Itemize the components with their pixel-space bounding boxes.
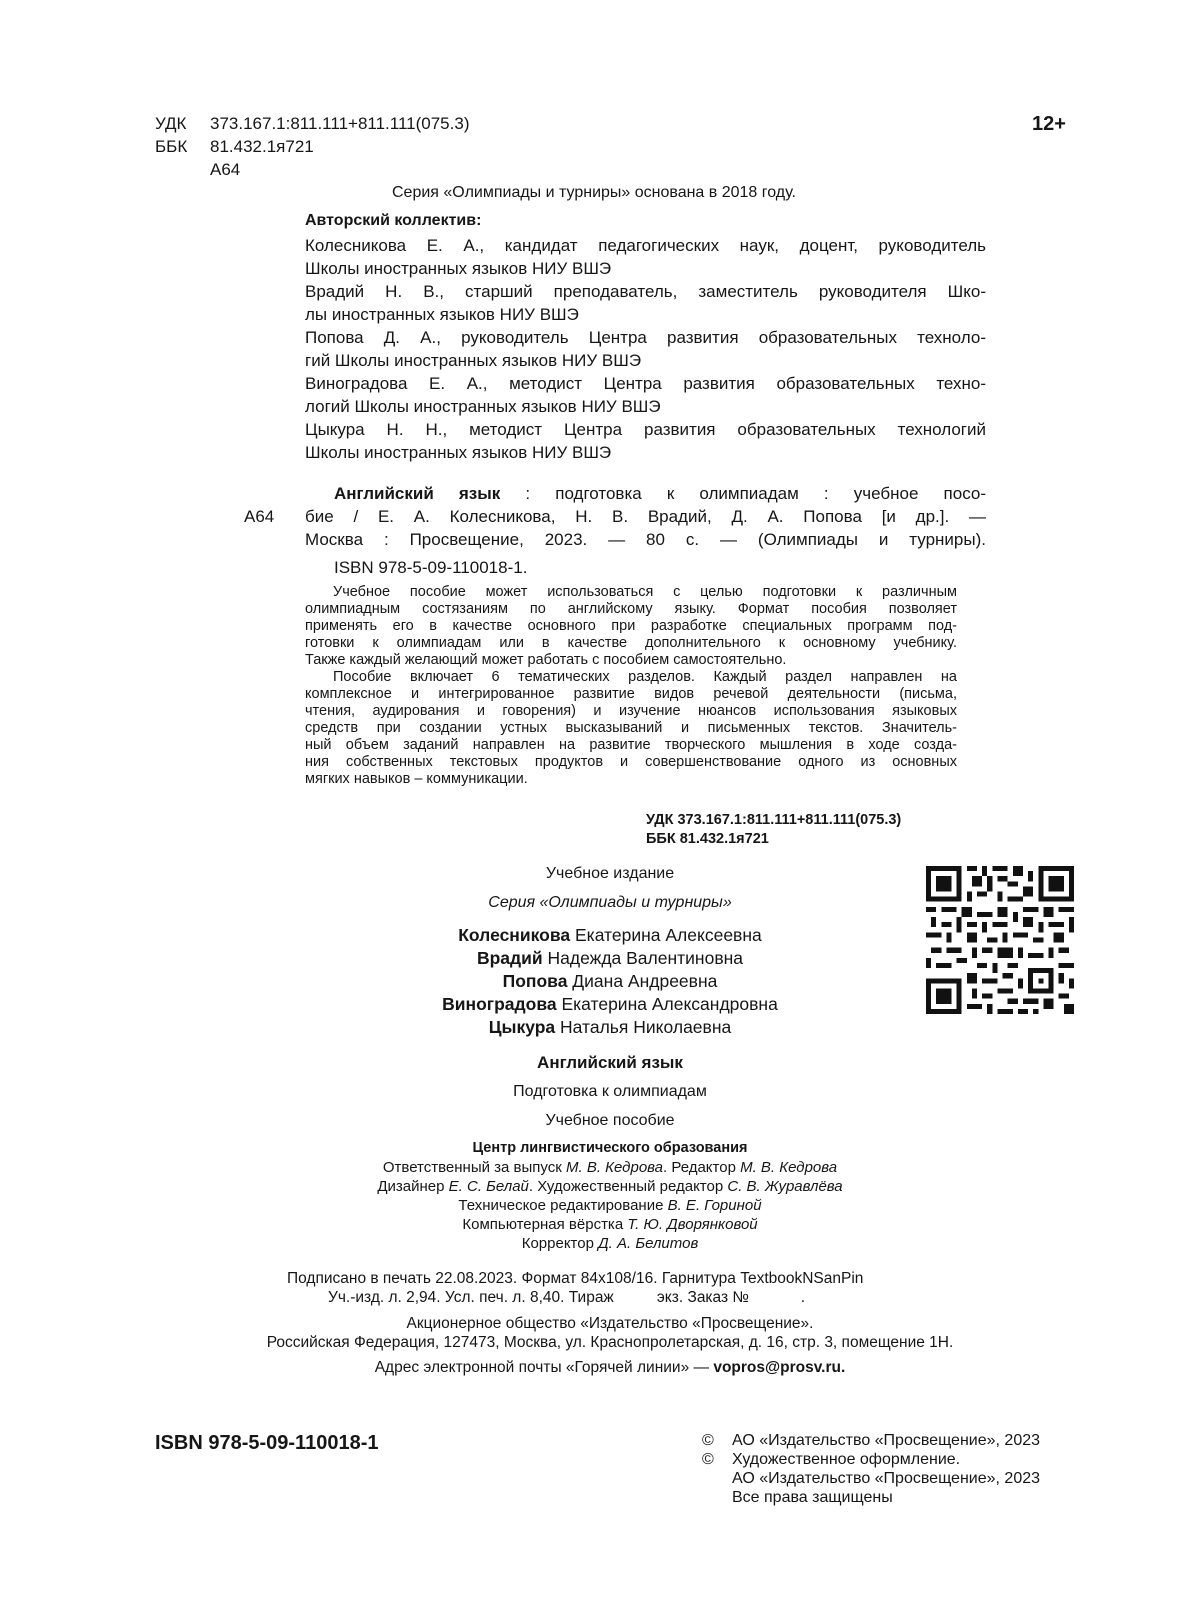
staff-name: Д. А. Белитов [598, 1235, 699, 1252]
author-line: Цыкура Н. Н., методист Центра развития образовательных технологий [305, 420, 986, 439]
imprint-author [250, 970, 970, 993]
abstract-line: олимпиадным состязаниям по английскому языку. Формат пособия позволяет [305, 601, 957, 617]
copyright-line-4: Все права защищены [732, 1489, 893, 1506]
author-line: Виноградова Е. А., методист Центра развития образовательных техно- [305, 374, 986, 393]
staff-role: Дизайнер [377, 1178, 449, 1195]
copyright-line-2: Художественное оформление. [732, 1451, 961, 1468]
udk-label: УДК [155, 114, 187, 133]
imprint-series: Серия «Олимпиады и турниры» [488, 894, 732, 911]
abstract-line: чтения, аудирования и говорения) и изучение нюансов использования языковых [305, 703, 957, 719]
author-line: Школы иностранных языков НИУ ВШЭ [305, 443, 612, 462]
author-surname: Колесникова [458, 925, 571, 945]
bib-isbn: ISBN 978-5-09-110018-1. [334, 558, 528, 577]
abstract-line: Учебное пособие может использоваться с целью подготовки к различным [333, 584, 957, 600]
bbk-value: 81.432.1я721 [210, 137, 314, 156]
staff-name: М. В. Кедрова [566, 1159, 664, 1176]
hotline-email[interactable]: vopros@prosv.ru. [713, 1359, 846, 1376]
imprint-author [250, 1016, 970, 1039]
copyright-line-3: АО «Издательство «Просвещение», 2023 [732, 1470, 1041, 1487]
author-line: логий Школы иностранных языков НИУ ВШЭ [305, 397, 661, 416]
author-surname: Попова [502, 971, 568, 991]
edition-type: Учебное издание [545, 865, 675, 882]
imprint-author [250, 947, 970, 970]
bib-title: Английский язык [334, 484, 501, 503]
staff-role: Техническое редактирование [458, 1197, 668, 1214]
staff-line [250, 1158, 970, 1177]
imprint-authors [250, 924, 970, 1039]
age-rating: 12+ [1032, 113, 1066, 135]
imprint-subtitle: Подготовка к олимпиадам [513, 1083, 707, 1100]
staff-role: Корректор [521, 1235, 599, 1252]
authors-heading: Авторский коллектив: [305, 212, 482, 229]
author-name: Екатерина Александровна [556, 994, 778, 1014]
author-name: Наталья Николаевна [555, 1017, 732, 1037]
email-prefix: Адрес электронной почты «Горячей линии» — [374, 1359, 714, 1376]
hotline-email-line [200, 1358, 1020, 1377]
author-line: лы иностранных языков НИУ ВШЭ [305, 305, 579, 324]
udk-value: 373.167.1:811.111+811.111(075.3) [210, 114, 470, 133]
staff-name: В. Е. Гориной [667, 1197, 762, 1214]
staff-line [250, 1177, 970, 1196]
staff-line [250, 1234, 970, 1253]
staff-role: Ответственный за выпуск [382, 1159, 566, 1176]
author-surname: Виноградова [442, 994, 557, 1014]
staff-line [250, 1196, 970, 1215]
staff-role: Компьютерная вёрстка [462, 1216, 628, 1233]
bib-record [334, 482, 986, 505]
copyright-line-1: АО «Издательство «Просвещение», 2023 [732, 1432, 1041, 1449]
staff-name: Е. С. Белай [448, 1178, 529, 1195]
abstract-line: применять его в качестве основного при разработке специальных программ под- [305, 618, 957, 634]
imprint-title: Английский язык [537, 1053, 683, 1072]
author-name: Екатерина Алексеевна [570, 925, 762, 945]
print-line-2: Уч.-изд. л. 2,94. Усл. печ. л. 8,40. Тираж экз. Заказ № . [328, 1289, 806, 1306]
imprint-staff [250, 1158, 970, 1253]
author-surname: Врадий [476, 948, 543, 968]
staff-name: М. В. Кедрова [740, 1159, 838, 1176]
staff-role: . Редактор [663, 1159, 741, 1176]
staff-name: Т. Ю. Дворянковой [627, 1216, 758, 1233]
abstract [305, 584, 957, 788]
copyright-symbol-icon: © [702, 1451, 714, 1468]
abstract-line: готовки к олимпиадам или в качестве дополнительного к основному учебнику. [305, 635, 957, 651]
imprint-author [250, 924, 970, 947]
abstract-line: средств при создании устных высказываний и письменных текстов. Значитель- [305, 720, 957, 736]
classification-bbk: ББК 81.432.1я721 [646, 831, 769, 847]
series-note: Серия «Олимпиады и турниры» основана в 2018 году. [392, 184, 796, 201]
author-line: Попова Д. А., руководитель Центра развития образовательных техноло- [305, 328, 986, 347]
abstract-line: ный объем заданий направлен на развитие творческого мышления в ходе созда- [305, 737, 957, 753]
imprint-center: Центр лингвистического образования [472, 1140, 748, 1156]
staff-name: С. В. Журавлёва [727, 1178, 843, 1195]
imprint-author [250, 993, 970, 1016]
bib-record-body [305, 505, 986, 551]
footer-isbn: ISBN 978-5-09-110018-1 [155, 1432, 379, 1454]
classification-udk: УДК 373.167.1:811.111+811.111(075.3) [646, 812, 902, 828]
bib-line-1 [334, 482, 986, 505]
author-line: гий Школы иностранных языков НИУ ВШЭ [305, 351, 642, 370]
publisher-line-2: Российская Федерация, 127473, Москва, ул. Краснопролетарская, д. 16, стр. 3, помещение 1Н. [266, 1334, 954, 1351]
copyright-symbol-icon: © [702, 1432, 714, 1449]
author-line: Врадий Н. В., старший преподаватель, заместитель руководителя Шко- [305, 282, 986, 301]
staff-role: . Художественный редактор [528, 1178, 728, 1195]
staff-line [250, 1215, 970, 1234]
bib-mark: А64 [244, 507, 275, 526]
author-name: Диана Андреевна [567, 971, 718, 991]
bib-line-2: бие / Е. А. Колесникова, Н. В. Врадий, Д. А. Попова [и др.]. — [305, 507, 986, 526]
author-surname: Цыкура [488, 1017, 556, 1037]
qr-code-icon [926, 866, 1074, 1014]
authors-list [305, 234, 986, 464]
author-mark: А64 [210, 160, 241, 179]
author-line: Школы иностранных языков НИУ ВШЭ [305, 259, 612, 278]
author-line: Колесникова Е. А., кандидат педагогических наук, доцент, руководитель [305, 236, 986, 255]
imprint-type: Учебное пособие [545, 1112, 675, 1129]
abstract-line: Пособие включает 6 тематических разделов. Каждый раздел направлен на [333, 669, 957, 685]
bib-line-3: Москва : Просвещение, 2023. — 80 с. — (Олимпиады и турниры). [305, 530, 986, 549]
abstract-line: ния собственных текстовых продуктов и совершенствование одного из основных [305, 754, 957, 770]
abstract-line: Также каждый желающий может работать с пособием самостоятельно. [305, 652, 787, 668]
author-name: Надежда Валентиновна [542, 948, 744, 968]
abstract-line: мягких навыков – коммуникации. [305, 771, 528, 787]
abstract-line: комплексное и интегрированное развитие видов речевой деятельности (письма, [305, 686, 957, 702]
publisher-line-1: Акционерное общество «Издательство «Просвещение». [406, 1315, 814, 1332]
print-line-1: Подписано в печать 22.08.2023. Формат 84x108/16. Гарнитура TextbookNSanPin [287, 1270, 864, 1287]
bib-line1-rest: : подготовка к олимпиадам : учебное посо- [500, 484, 987, 503]
bbk-label: ББК [155, 137, 188, 156]
